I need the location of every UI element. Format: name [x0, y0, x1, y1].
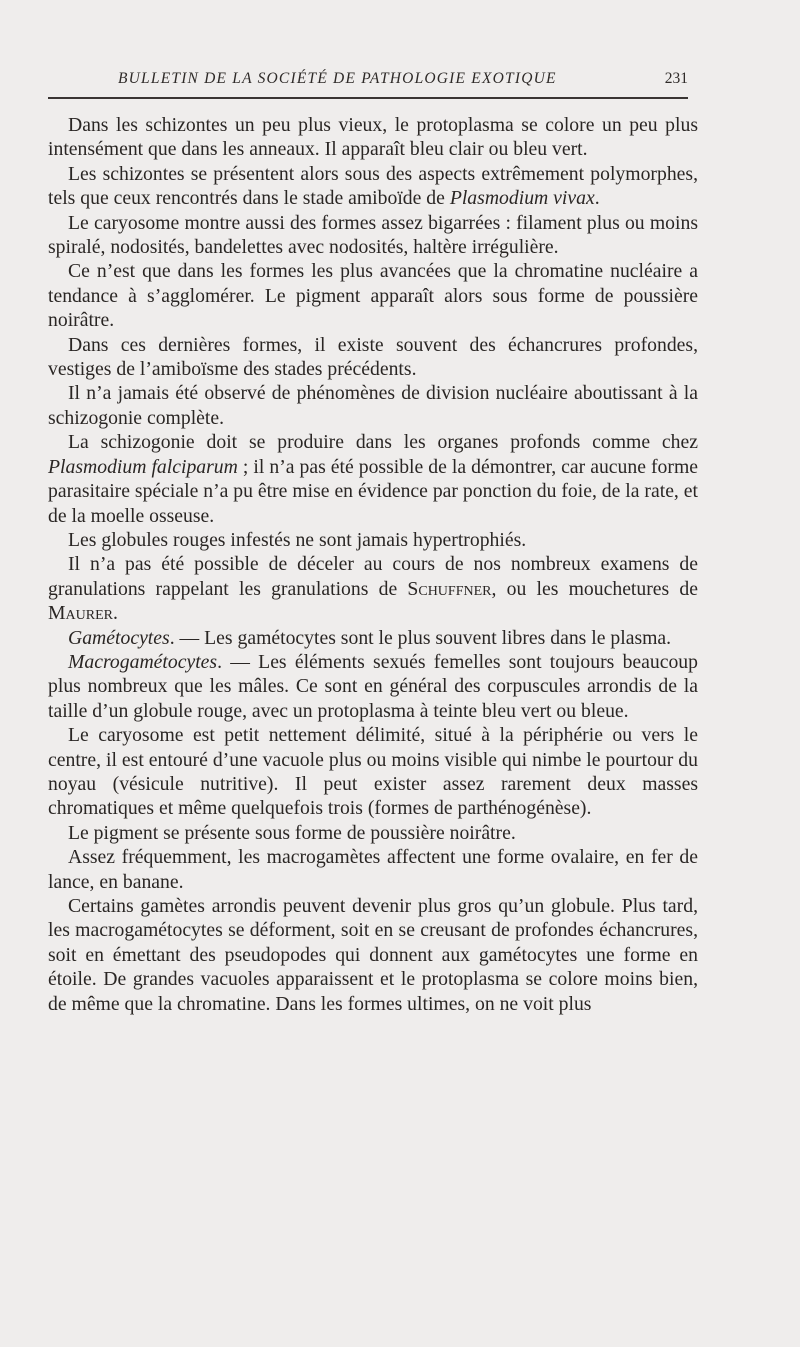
paragraph: [48, 552, 698, 625]
page-number: 231: [664, 70, 688, 87]
paragraph-text: Dans les schizontes un peu plus vieux, le protoplasma se colore un peu plus intensément que dans les anneaux. Il apparaît bleu clair ou bleu vert.: [48, 114, 698, 161]
paragraph-text: . — Les gamétocytes sont le plus souvent libres dans le plasma.: [169, 626, 672, 649]
author-name: Maurer: [48, 602, 113, 625]
paragraph-text: , ou les mouchetures de: [491, 577, 698, 600]
paragraph: [48, 381, 698, 430]
paragraph: [48, 333, 698, 382]
paragraph-text: ; il n’a pas été possible de la démontrer, car aucune forme parasitaire spéciale n’a pu être mise en évidence par ponction du foie, de la rate, et de la moelle osseuse.: [48, 455, 699, 527]
paragraph: [48, 259, 698, 332]
paragraph-text: Les schizontes se présentent alors sous des aspects extrêmement polymorphes, tels que ceux rencontrés dans le stade amiboïde de: [48, 162, 698, 210]
paragraph-text: Le caryosome montre aussi des formes assez bigarrées : filament plus ou moins spiralé, nodosités, bandelettes avec nodosités, haltère irrégulière.: [48, 211, 698, 259]
paragraph: [48, 845, 698, 894]
header-rule: [48, 97, 688, 99]
paragraph: [48, 650, 698, 723]
paragraph-text: .: [594, 187, 600, 210]
paragraph-text: Le caryosome est petit nettement délimité, situé à la périphérie ou vers le centre, il est entouré d’une vacuole plus ou moins visible qui nimbe le pourtour du noyau (vésicule nutritive). Il peut exister assez rarement deux masses chromatiques et même quelquefois trois (formes de parthénogénèse).: [48, 724, 698, 820]
section-term: Gamétocytes: [68, 626, 170, 649]
page-header: [48, 64, 688, 100]
paragraph-text: Dans ces dernières formes, il existe souvent des échancrures profondes, vestiges de l’amiboïsme des stades précédents.: [48, 333, 698, 381]
paragraph: [48, 113, 698, 162]
paragraph: [48, 528, 698, 552]
paragraph: [48, 894, 698, 1016]
paragraph-text: Les globules rouges infestés ne sont jamais hypertrophiés.: [68, 528, 527, 551]
paragraph-text: La schizogonie doit se produire dans les organes profonds comme chez: [68, 431, 698, 454]
paragraph: [48, 626, 698, 650]
paragraph-text: . — Les éléments sexués femelles sont toujours beaucoup plus nombreux que les mâles. Ce sont en général des corpuscules arrondis de la taille d’un globule rouge, avec un protoplasma à teinte bleu vert ou bleue.: [48, 650, 698, 722]
paragraph-text: .: [112, 602, 118, 625]
paragraph-text: Le pigment se présente sous forme de poussière noirâtre.: [68, 821, 516, 844]
paragraph: [48, 821, 698, 845]
paragraph: [48, 211, 698, 260]
paragraph-text: Il n’a pas été possible de déceler au cours de nos nombreux examens de granulations rappelant les granulations de: [48, 553, 698, 600]
paragraph: [48, 723, 698, 821]
paragraph: [48, 162, 698, 211]
species-name: Plasmodium falciparum: [48, 455, 238, 478]
paragraph-text: Il n’a jamais été observé de phénomènes de division nucléaire aboutissant à la schizogonie complète.: [48, 382, 698, 429]
paragraph-text: Assez fréquemment, les macrogamètes affectent une forme ovalaire, en fer de lance, en banane.: [48, 846, 698, 893]
running-title: BULLETIN DE LA SOCIÉTÉ DE PATHOLOGIE EXOTIQUE: [118, 70, 557, 87]
paragraph-text: Certains gamètes arrondis peuvent devenir plus gros qu’un globule. Plus tard, les macrogamétocytes se déforment, soit en se creusant de profondes échancrures, soit en émettant des pseudopodes qui donnent aux gamétocytes une forme en étoile. De grandes vacuoles apparaissent et le protoplasma se colore moins bien, de même que la chromatine. Dans les formes ultimes, on ne voit plus: [48, 895, 698, 1015]
paragraph: [48, 430, 698, 528]
author-name: Schuffner: [407, 577, 492, 600]
body-text: [48, 113, 698, 1016]
section-term: Macrogamétocytes: [68, 650, 218, 673]
species-name: Plasmodium vivax: [449, 187, 595, 210]
paragraph-text: Ce n’est que dans les formes les plus avancées que la chromatine nucléaire a tendance à s’agglomérer. Le pigment apparaît alors sous forme de poussière noirâtre.: [48, 260, 698, 332]
